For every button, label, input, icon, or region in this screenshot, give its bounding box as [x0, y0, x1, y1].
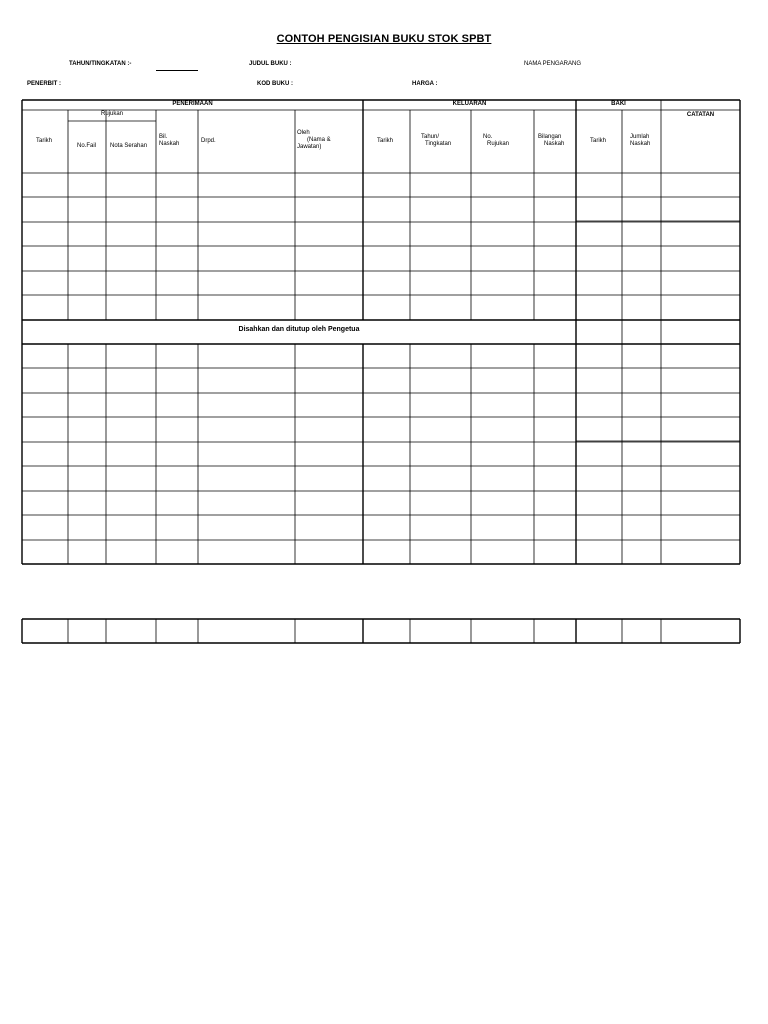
judul-buku-label: JUDUL BUKU :: [249, 61, 292, 67]
col-tahun-line2: Tingkatan: [425, 141, 452, 147]
catatan-header: CATATAN: [686, 112, 715, 118]
col-no-rujukan: [483, 134, 509, 148]
col-bil-naskah-line1: Bil.: [159, 134, 168, 140]
col-tahun-line1: Tahun/: [421, 134, 440, 140]
col-drpd: Drpd.: [201, 138, 216, 144]
tahun-tingkatan-label: TAHUN/TINGKATAN :-: [69, 61, 132, 67]
col-jumlah-line2: Naskah: [630, 141, 651, 147]
col-no-rujukan-line2: Rujukan: [487, 141, 510, 147]
col-bilangan-line2: Naskah: [544, 141, 565, 147]
penerimaan-header: PENERIMAAN: [172, 101, 213, 107]
col-no-fail: No.Fail: [77, 143, 97, 149]
col-tahun-tingkatan: [421, 134, 451, 148]
col-jumlah-naskah: [630, 134, 650, 148]
rujukan-header: Rujukan: [100, 111, 123, 117]
col-tarikh-baki: Tarikh: [590, 138, 607, 144]
col-bilangan-line1: Bilangan: [538, 134, 562, 140]
baki-header: BAKI: [611, 101, 626, 107]
col-no-rujukan-line1: No.: [483, 134, 493, 140]
col-bil-naskah: [159, 134, 179, 148]
kod-buku-label: KOD BUKU :: [257, 81, 293, 87]
col-bil-naskah-line2: Naskah: [159, 141, 180, 147]
keluaran-header: KELUARAN: [452, 101, 487, 107]
page-title: CONTOH PENGISIAN BUKU STOK SPBT: [276, 33, 492, 45]
col-tarikh-penerimaan: Tarikh: [36, 138, 53, 144]
col-oleh-line3: Jawatan): [297, 144, 322, 150]
col-nota-serahan: Nota Serahan: [110, 143, 148, 149]
disahkan-note: Disahkan dan ditutup oleh Pengetua: [238, 326, 360, 333]
col-jumlah-line1: Jumlah: [630, 134, 650, 140]
col-oleh-line1: Oleh: [297, 130, 310, 136]
nama-pengarang-label: NAMA PENGARANG: [524, 61, 582, 67]
penerbit-label: PENERBIT :: [27, 81, 62, 87]
col-bilangan-naskah: [538, 134, 564, 148]
col-tarikh-keluaran: Tarikh: [377, 138, 394, 144]
col-oleh: [297, 130, 331, 151]
col-oleh-line2: (Nama &: [307, 137, 331, 143]
harga-label: HARGA :: [412, 81, 438, 87]
